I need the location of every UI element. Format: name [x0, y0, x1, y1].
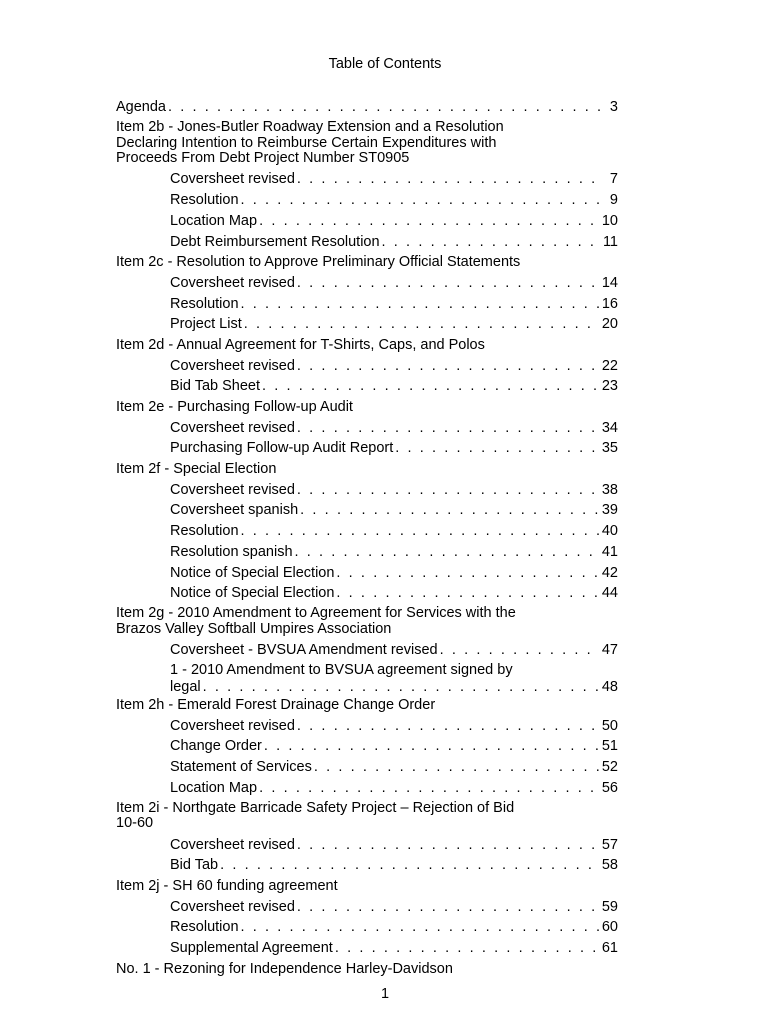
toc-heading-item-2i[interactable]: Item 2i - Northgate Barricade Safety Project – Rejection of Bid 10-60	[116, 799, 515, 832]
toc-entry[interactable]	[116, 211, 618, 232]
dot-leader	[297, 169, 604, 190]
toc-entry[interactable]	[116, 716, 618, 737]
toc-entry[interactable]	[116, 563, 618, 584]
dot-leader	[241, 917, 600, 938]
toc-page-number: 23	[601, 378, 618, 395]
dot-leader	[336, 583, 599, 604]
toc-heading-label: Item 2h - Emerald Forest Drainage Change Order	[116, 696, 436, 713]
dot-leader	[336, 563, 599, 584]
toc-entry[interactable]	[116, 356, 618, 377]
toc-entry-label: Coversheet revised	[170, 419, 295, 436]
toc-entry-label: Resolution	[170, 523, 239, 540]
toc-entry-label: Bid Tab	[170, 857, 219, 874]
dot-leader	[297, 418, 600, 439]
dot-leader	[168, 97, 604, 118]
toc-entry-label: Coversheet - BVSUA Amendment revised	[170, 642, 438, 659]
toc-heading-item-2c[interactable]	[116, 252, 618, 273]
toc-page-number: 39	[601, 502, 618, 519]
toc-entry[interactable]	[116, 500, 618, 521]
toc-entry[interactable]	[116, 376, 618, 397]
toc-entry[interactable]	[116, 418, 618, 439]
dot-leader	[259, 211, 600, 232]
toc-page-number: 14	[601, 274, 618, 291]
toc-entry[interactable]	[116, 736, 618, 757]
toc-entry-label: Bid Tab Sheet	[170, 378, 261, 395]
toc-page-number: 7	[609, 171, 618, 188]
toc-entry[interactable]	[116, 897, 618, 918]
dot-leader	[264, 736, 600, 757]
toc-entry-label: Coversheet revised	[170, 717, 295, 734]
dot-leader	[220, 855, 600, 876]
toc-entry-label: Resolution spanish	[170, 543, 293, 560]
toc-entry-multiline[interactable]	[116, 661, 618, 695]
dot-leader	[259, 778, 600, 799]
toc-heading-item-2b[interactable]: Item 2b - Jones-Butler Roadway Extension and a Resolution Declaring Intention to Reimburse Certain Expenditures with Proceeds From Debt Project Number ST0905	[116, 119, 504, 167]
toc-page-number: 35	[601, 440, 618, 457]
toc-page-number: 16	[601, 295, 618, 312]
toc-entry-label: Notice of Special Election	[170, 585, 335, 602]
toc-entry-label: Resolution	[170, 192, 239, 209]
toc-entry-label: Statement of Services	[170, 758, 312, 775]
dot-leader	[297, 716, 600, 737]
toc-entry-label: Location Map	[170, 779, 258, 796]
dot-leader	[297, 356, 600, 377]
toc-entry[interactable]	[116, 835, 618, 856]
toc-page-number: 48	[601, 678, 618, 695]
toc-entry-label: Purchasing Follow-up Audit Report	[170, 440, 394, 457]
toc-page-number: 60	[601, 919, 618, 936]
toc-page-number: 9	[609, 192, 618, 209]
toc-heading-label: Item 2c - Resolution to Approve Preliminary Official Statements	[116, 254, 521, 271]
dot-leader	[440, 640, 600, 661]
toc-entry[interactable]	[116, 169, 618, 190]
toc-page-number: 52	[601, 758, 618, 775]
toc-page-number: 42	[601, 564, 618, 581]
toc-entry-label: legal	[170, 678, 201, 695]
toc-entry-label: Coversheet spanish	[170, 502, 299, 519]
toc-page-number: 41	[601, 543, 618, 560]
toc-entry-label: Coversheet revised	[170, 274, 295, 291]
toc-page-number: 40	[601, 523, 618, 540]
toc-entry-label: Supplemental Agreement	[170, 939, 333, 956]
toc-heading-item-2f[interactable]	[116, 459, 618, 480]
toc-entry-label: Resolution	[170, 919, 239, 936]
toc-page-number: 57	[601, 836, 618, 853]
dot-leader	[241, 521, 600, 542]
toc-page-number: 51	[601, 738, 618, 755]
toc-page-number: 59	[601, 898, 618, 915]
toc-heading-item-2h[interactable]	[116, 695, 618, 716]
toc-entry-last-line	[170, 679, 618, 695]
toc-heading-item-2g[interactable]: Item 2g - 2010 Amendment to Agreement for Services with the Brazos Valley Softball Umpires Association	[116, 605, 516, 637]
dot-leader	[241, 190, 604, 211]
dot-leader	[295, 542, 600, 563]
dot-leader	[297, 835, 600, 856]
toc-heading-label: Item 2e - Purchasing Follow-up Audit	[116, 399, 353, 416]
toc-entry[interactable]	[116, 583, 618, 604]
toc-page-number: 34	[601, 419, 618, 436]
toc-entry-label: Location Map	[170, 212, 258, 229]
table-of-contents	[116, 97, 618, 979]
toc-page-number: 3	[609, 99, 618, 115]
toc-entry-label: Resolution	[170, 295, 239, 312]
toc-entry[interactable]	[116, 917, 618, 938]
toc-entry[interactable]	[116, 542, 618, 563]
dot-leader	[300, 500, 600, 521]
toc-heading-label: Item 2f - Special Election	[116, 461, 277, 478]
toc-entry[interactable]	[116, 938, 618, 959]
toc-page-number: 44	[601, 585, 618, 602]
toc-page-number: 20	[601, 316, 618, 333]
dot-leader	[241, 294, 600, 315]
toc-entry[interactable]	[116, 314, 618, 335]
toc-heading-item-2d[interactable]	[116, 335, 618, 356]
toc-heading-label: Item 2d - Annual Agreement for T-Shirts, Caps, and Polos	[116, 336, 485, 353]
dot-leader	[335, 938, 600, 959]
toc-page-number: 38	[601, 481, 618, 498]
toc-heading-item-2j[interactable]	[116, 876, 618, 897]
toc-page-number: 56	[601, 779, 618, 796]
toc-entry-label: Notice of Special Election	[170, 564, 335, 581]
toc-entry-label: Coversheet revised	[170, 481, 295, 498]
dot-leader	[244, 314, 600, 335]
toc-page-number: 61	[601, 939, 618, 956]
toc-page-number: 10	[601, 212, 618, 229]
toc-entry[interactable]	[116, 273, 618, 294]
toc-page-number: 22	[601, 357, 618, 374]
toc-page-number: 50	[601, 717, 618, 734]
dot-leader	[203, 679, 600, 695]
toc-entry-label: Debt Reimbursement Resolution	[170, 233, 380, 250]
dot-leader	[314, 757, 600, 778]
page-title: Table of Contents	[328, 56, 442, 72]
toc-entry-label: Change Order	[170, 738, 262, 755]
toc-entry[interactable]	[116, 232, 618, 253]
toc-entry[interactable]	[116, 294, 618, 315]
toc-entry[interactable]	[116, 190, 618, 211]
toc-entry-label: Coversheet revised	[170, 898, 295, 915]
toc-entry[interactable]	[116, 521, 618, 542]
toc-entry[interactable]	[116, 757, 618, 778]
toc-entry[interactable]	[116, 640, 618, 661]
toc-entry[interactable]	[116, 855, 618, 876]
toc-entry[interactable]	[116, 778, 618, 799]
dot-leader	[297, 273, 600, 294]
toc-entry[interactable]	[116, 480, 618, 501]
dot-leader	[297, 480, 600, 501]
toc-entry-label: Agenda	[116, 99, 166, 115]
toc-page-number: 11	[602, 233, 618, 250]
toc-entry-label: Coversheet revised	[170, 836, 295, 853]
toc-entry-label: Project List	[170, 316, 242, 333]
toc-entry-agenda[interactable]	[116, 97, 618, 118]
toc-heading-rezoning[interactable]	[116, 959, 618, 980]
dot-leader	[382, 232, 601, 253]
page-number: 1	[380, 986, 390, 1002]
toc-entry[interactable]	[116, 438, 618, 459]
toc-page-number: 58	[601, 857, 618, 874]
toc-heading-item-2e[interactable]	[116, 397, 618, 418]
toc-entry-label: Coversheet revised	[170, 171, 295, 188]
toc-heading-label: Item 2j - SH 60 funding agreement	[116, 877, 338, 894]
dot-leader	[297, 897, 600, 918]
toc-heading-label: No. 1 - Rezoning for Independence Harley-Davidson	[116, 960, 453, 977]
dot-leader	[262, 376, 600, 397]
toc-entry-label: Coversheet revised	[170, 357, 295, 374]
toc-page-number: 47	[601, 642, 618, 659]
toc-entry-label-line: 1 - 2010 Amendment to BVSUA agreement signed by	[170, 662, 513, 679]
dot-leader	[395, 438, 600, 459]
